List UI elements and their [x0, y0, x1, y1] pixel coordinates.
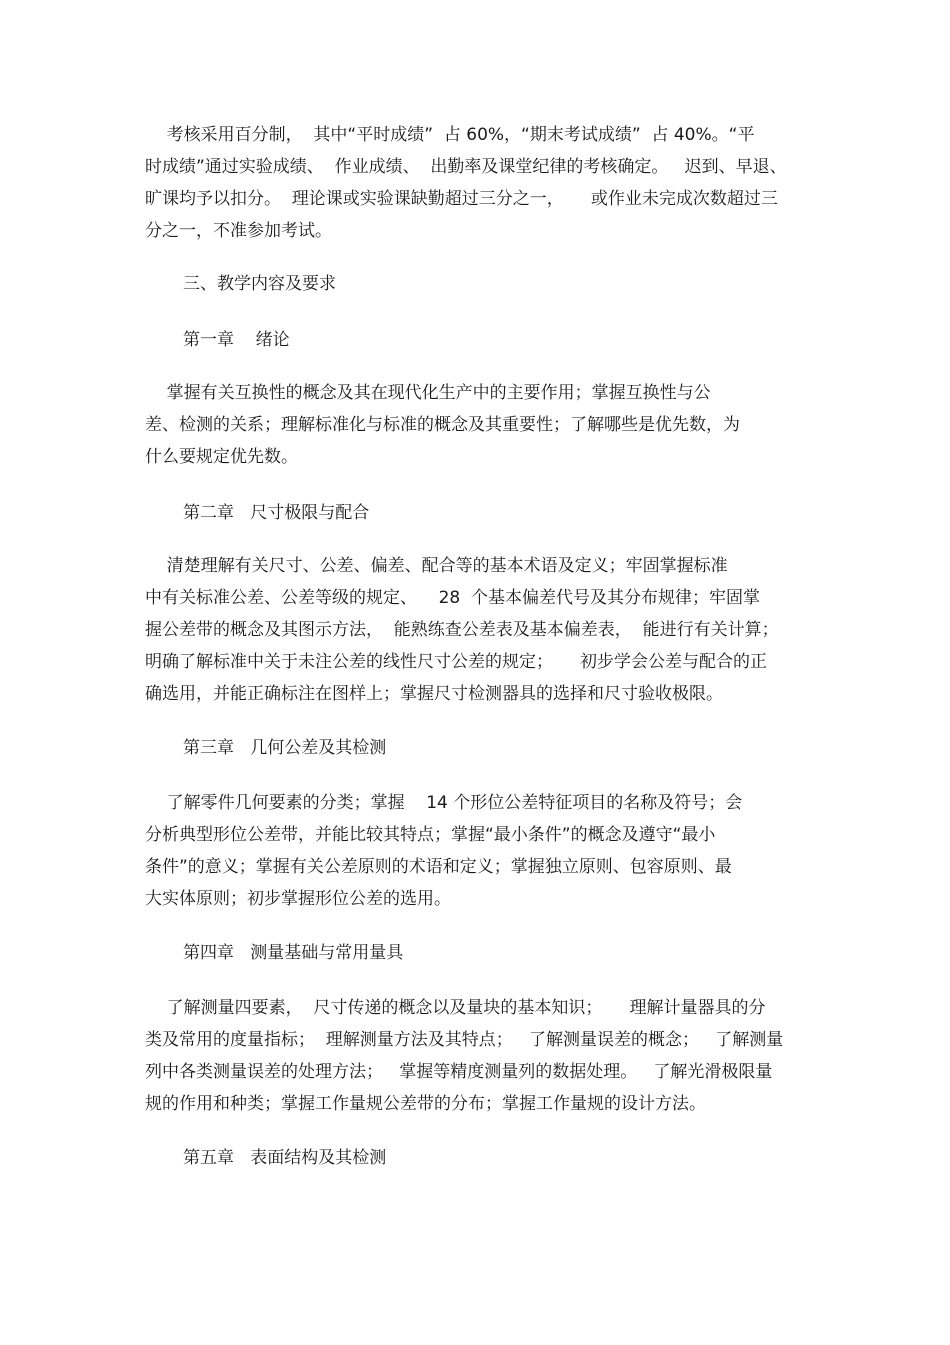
paragraph-line: 清楚理解有关尺寸、公差、偏差、配合等的基本术语及定义；牢固掌握标准 — [145, 556, 728, 576]
chapter-3-heading: 第三章 几何公差及其检测 — [183, 738, 387, 758]
paragraph-line: 大实体原则；初步掌握形位公差的选用。 — [145, 889, 451, 909]
paragraph-line: 列中各类测量误差的处理方法； 掌握等精度测量列的数据处理。 了解光滑极限量 — [145, 1062, 773, 1082]
paragraph-line: 中有关标准公差、公差等级的规定、 28 个基本偏差代号及其分布规律；牢固掌 — [145, 588, 761, 608]
paragraph-line: 考核采用百分制， 其中“平时成绩” 占 60%，“期末考试成绩” 占 40%。“平 — [145, 125, 755, 145]
paragraph-line: 握公差带的概念及其图示方法， 能熟练查公差表及基本偏差表， 能进行有关计算； — [145, 620, 779, 640]
chapter-4-paragraph — [145, 992, 810, 1120]
paragraph-line: 条件”的意义；掌握有关公差原则的术语和定义；掌握独立原则、包容原则、最 — [145, 857, 732, 877]
paragraph-line: 分析典型形位公差带，并能比较其特点；掌握“最小条件”的概念及遵守“最小 — [145, 825, 716, 845]
section-heading-teaching-content: 三、教学内容及要求 — [183, 274, 336, 294]
chapter-1-heading: 第一章 绪论 — [183, 330, 290, 350]
paragraph-line: 了解零件几何要素的分类；掌握 14 个形位公差特征项目的名称及符号；会 — [145, 793, 743, 813]
chapter-2-heading: 第二章 尺寸极限与配合 — [183, 503, 370, 523]
chapter-1-paragraph — [145, 377, 810, 473]
paragraph-line: 差、检测的关系；理解标准化与标准的概念及其重要性；了解哪些是优先数，为 — [145, 415, 740, 435]
chapter-2-paragraph — [145, 550, 810, 710]
paragraph-line: 时成绩”通过实验成绩、 作业成绩、 出勤率及课堂纪律的考核确定。 迟到、早退、 — [145, 157, 787, 177]
chapter-4-heading: 第四章 测量基础与常用量具 — [183, 943, 404, 963]
paragraph-line: 类及常用的度量指标； 理解测量方法及其特点； 了解测量误差的概念； 了解测量 — [145, 1030, 784, 1050]
chapter-5-heading: 第五章 表面结构及其检测 — [183, 1148, 387, 1168]
chapter-3-paragraph — [145, 787, 810, 915]
paragraph-line: 明确了解标准中关于未注公差的线性尺寸公差的规定； 初步学会公差与配合的正 — [145, 652, 768, 672]
paragraph-line: 掌握有关互换性的概念及其在现代化生产中的主要作用；掌握互换性与公 — [145, 383, 711, 403]
paragraph-line: 什么要规定优先数。 — [145, 447, 298, 467]
paragraph-line: 确选用，并能正确标注在图样上；掌握尺寸检测器具的选择和尺寸验收极限。 — [145, 684, 723, 704]
assessment-paragraph — [145, 119, 810, 247]
paragraph-line: 了解测量四要素， 尺寸传递的概念以及量块的基本知识； 理解计量器具的分 — [145, 998, 766, 1018]
paragraph-line: 规的作用和种类；掌握工作量规公差带的分布；掌握工作量规的设计方法。 — [145, 1094, 706, 1114]
paragraph-line: 旷课均予以扣分。 理论课或实验课缺勤超过三分之一， 或作业未完成次数超过三 — [145, 189, 778, 209]
paragraph-line: 分之一，不准参加考试。 — [145, 221, 332, 241]
